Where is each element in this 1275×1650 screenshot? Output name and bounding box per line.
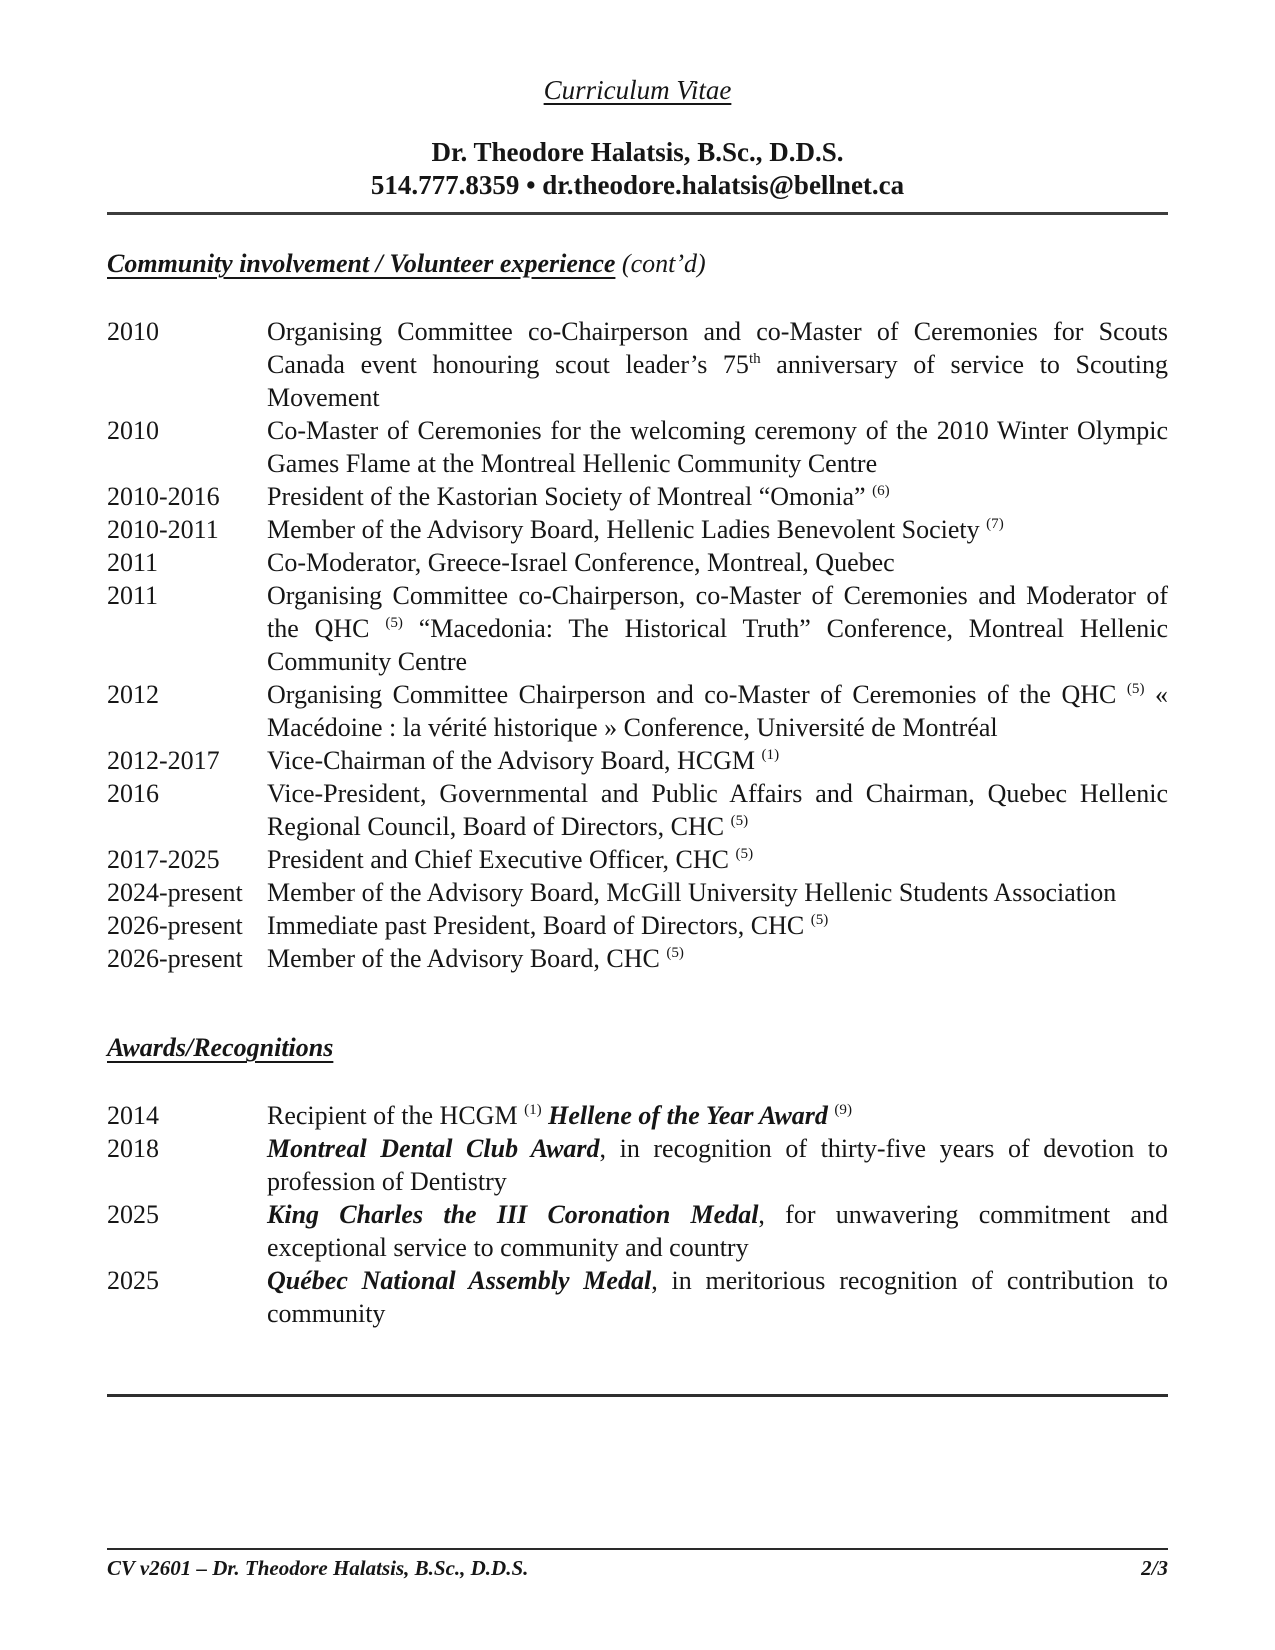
award-name: King Charles the III Coronation Medal <box>267 1200 759 1229</box>
entry-date: 2026-present <box>107 911 243 940</box>
section-heading-text: Community involvement / Volunteer experience <box>107 249 616 278</box>
footnote-marker: (5) <box>810 911 829 928</box>
award-name: Hellene of the Year Award <box>548 1101 828 1130</box>
community-entries <box>107 315 1168 975</box>
entry-text: President of the Kastorian Society of Montreal “Omonia” <box>267 482 873 511</box>
award-name: Montreal Dental Club Award <box>267 1134 600 1163</box>
cv-entry <box>107 513 1168 546</box>
entry-description <box>267 1099 1168 1132</box>
entry-date: 2012 <box>107 680 159 709</box>
entry-description <box>267 876 1168 909</box>
footnote-marker: (1) <box>524 1101 542 1118</box>
cv-entry <box>107 414 1168 480</box>
section-heading-community <box>107 247 1168 281</box>
award-name: Québec National Assembly Medal <box>267 1266 652 1295</box>
entry-text: , in recognition of thirty-five years of devotion to profession of Dentistry <box>267 1134 1168 1196</box>
entry-text: Member of the Advisory Board, CHC <box>267 944 667 973</box>
section-heading-suffix: (cont’d) <box>615 249 706 278</box>
cv-entry <box>107 942 1168 975</box>
entry-text: Immediate past President, Board of Directors, CHC <box>267 911 811 940</box>
cv-entry <box>107 480 1168 513</box>
entry-text: Vice-Chairman of the Advisory Board, HCGM <box>267 746 762 775</box>
footnote-marker: th <box>748 350 761 367</box>
cv-entry <box>107 315 1168 414</box>
entry-date: 2010 <box>107 317 159 346</box>
entry-description <box>267 777 1168 843</box>
footnote-marker: (6) <box>872 482 890 499</box>
entry-date: 2017-2025 <box>107 845 220 874</box>
entry-description <box>267 480 1168 513</box>
person-name: Dr. Theodore Halatsis, B.Sc., D.D.S. <box>431 137 844 167</box>
footnote-marker: (5) <box>735 845 754 862</box>
cv-entry <box>107 744 1168 777</box>
footnote-marker: (5) <box>385 614 403 631</box>
cv-entry <box>107 546 1168 579</box>
header-block <box>107 136 1168 202</box>
cv-entry <box>107 1132 1168 1198</box>
footer-page-number: 2/3 <box>1141 1556 1168 1580</box>
entry-text: Co-Master of Ceremonies for the welcoming ceremony of the 2010 Winter Olympic Games Flame at the Montreal Hellenic Community Centre <box>267 416 1168 478</box>
contact-info: 514.777.8359 • dr.theodore.halatsis@bellnet.ca <box>370 170 905 200</box>
footnote-marker: (9) <box>834 1101 852 1118</box>
footnote-marker: (5) <box>666 944 684 961</box>
entry-date: 2012-2017 <box>107 746 220 775</box>
header-divider <box>107 212 1168 215</box>
entry-date: 2016 <box>107 779 159 808</box>
entry-description <box>267 843 1168 876</box>
footer-document-id: CV v2601 – Dr. Theodore Halatsis, B.Sc., D.D.S. <box>107 1556 529 1580</box>
entry-description <box>267 909 1168 942</box>
awards-entries <box>107 1099 1168 1330</box>
section-heading-awards <box>107 1031 1168 1065</box>
entry-description <box>267 579 1168 678</box>
cv-entry <box>107 1099 1168 1132</box>
entry-text: President and Chief Executive Officer, CHC <box>267 845 736 874</box>
entry-text: « Macédoine : la vérité historique » Conference, Université de Montréal <box>267 680 1168 742</box>
footnote-marker: (1) <box>761 746 780 763</box>
cv-entry <box>107 843 1168 876</box>
entry-text: Co-Moderator, Greece-Israel Conference, Montreal, Quebec <box>267 548 895 577</box>
entry-description <box>267 1264 1168 1330</box>
footnote-marker: (5) <box>730 812 749 829</box>
entry-text: “Macedonia: The Historical Truth” Conference, Montreal Hellenic Community Centre <box>267 614 1168 676</box>
entry-text: Organising Committee Chairperson and co-Master of Ceremonies of the QHC <box>267 680 1127 709</box>
cv-entry <box>107 1198 1168 1264</box>
entry-text: , for unwavering commitment and exceptional service to community and country <box>267 1200 1168 1262</box>
content-end-divider <box>107 1394 1168 1397</box>
entry-description <box>267 942 1168 975</box>
entry-text: Organising Committee co-Chairperson, co-Master of Ceremonies and Moderator of the QHC <box>267 581 1168 643</box>
entry-description <box>267 315 1168 414</box>
entry-date: 2025 <box>107 1266 159 1295</box>
entry-date: 2014 <box>107 1101 159 1130</box>
page-footer <box>107 1548 1168 1581</box>
cv-entry <box>107 579 1168 678</box>
entry-date: 2024-present <box>107 878 243 907</box>
entry-text: Recipient of the HCGM <box>267 1101 525 1130</box>
entry-date: 2025 <box>107 1200 159 1229</box>
entry-date: 2018 <box>107 1134 159 1163</box>
entry-date: 2011 <box>107 548 159 577</box>
entry-date: 2026-present <box>107 944 243 973</box>
entry-description <box>267 744 1168 777</box>
cv-entry <box>107 876 1168 909</box>
entry-description <box>267 546 1168 579</box>
entry-date: 2011 <box>107 581 159 610</box>
entry-text: , in meritorious recognition of contribution to community <box>267 1266 1168 1328</box>
entry-date: 2010 <box>107 416 159 445</box>
entry-description <box>267 1132 1168 1198</box>
cv-entry <box>107 909 1168 942</box>
entry-text: Member of the Advisory Board, Hellenic Ladies Benevolent Society <box>267 515 987 544</box>
entry-description <box>267 1198 1168 1264</box>
cv-entry <box>107 1264 1168 1330</box>
cv-entry <box>107 678 1168 744</box>
entry-description <box>267 513 1168 546</box>
entry-text: Vice-President, Governmental and Public Affairs and Chairman, Quebec Hellenic Regional Council, Board of Directors, CHC <box>267 779 1168 841</box>
cv-entry <box>107 777 1168 843</box>
entry-date: 2010-2016 <box>107 482 220 511</box>
entry-text: anniversary of service to Scouting Movement <box>267 350 1168 412</box>
footnote-marker: (5) <box>1126 680 1145 697</box>
entry-date: 2010-2011 <box>107 515 219 544</box>
document-title-text: Curriculum Vitae <box>543 75 732 105</box>
entry-text: Organising Committee co-Chairperson and co-Master of Ceremonies for Scouts Canada event honouring scout leader’s 75 <box>267 317 1168 379</box>
entry-text: Member of the Advisory Board, McGill University Hellenic Students Association <box>267 878 1117 907</box>
section-heading-text: Awards/Recognitions <box>107 1033 334 1062</box>
footnote-marker: (7) <box>986 515 1004 532</box>
document-title <box>107 74 1168 107</box>
entry-description <box>267 414 1168 480</box>
entry-description <box>267 678 1168 744</box>
